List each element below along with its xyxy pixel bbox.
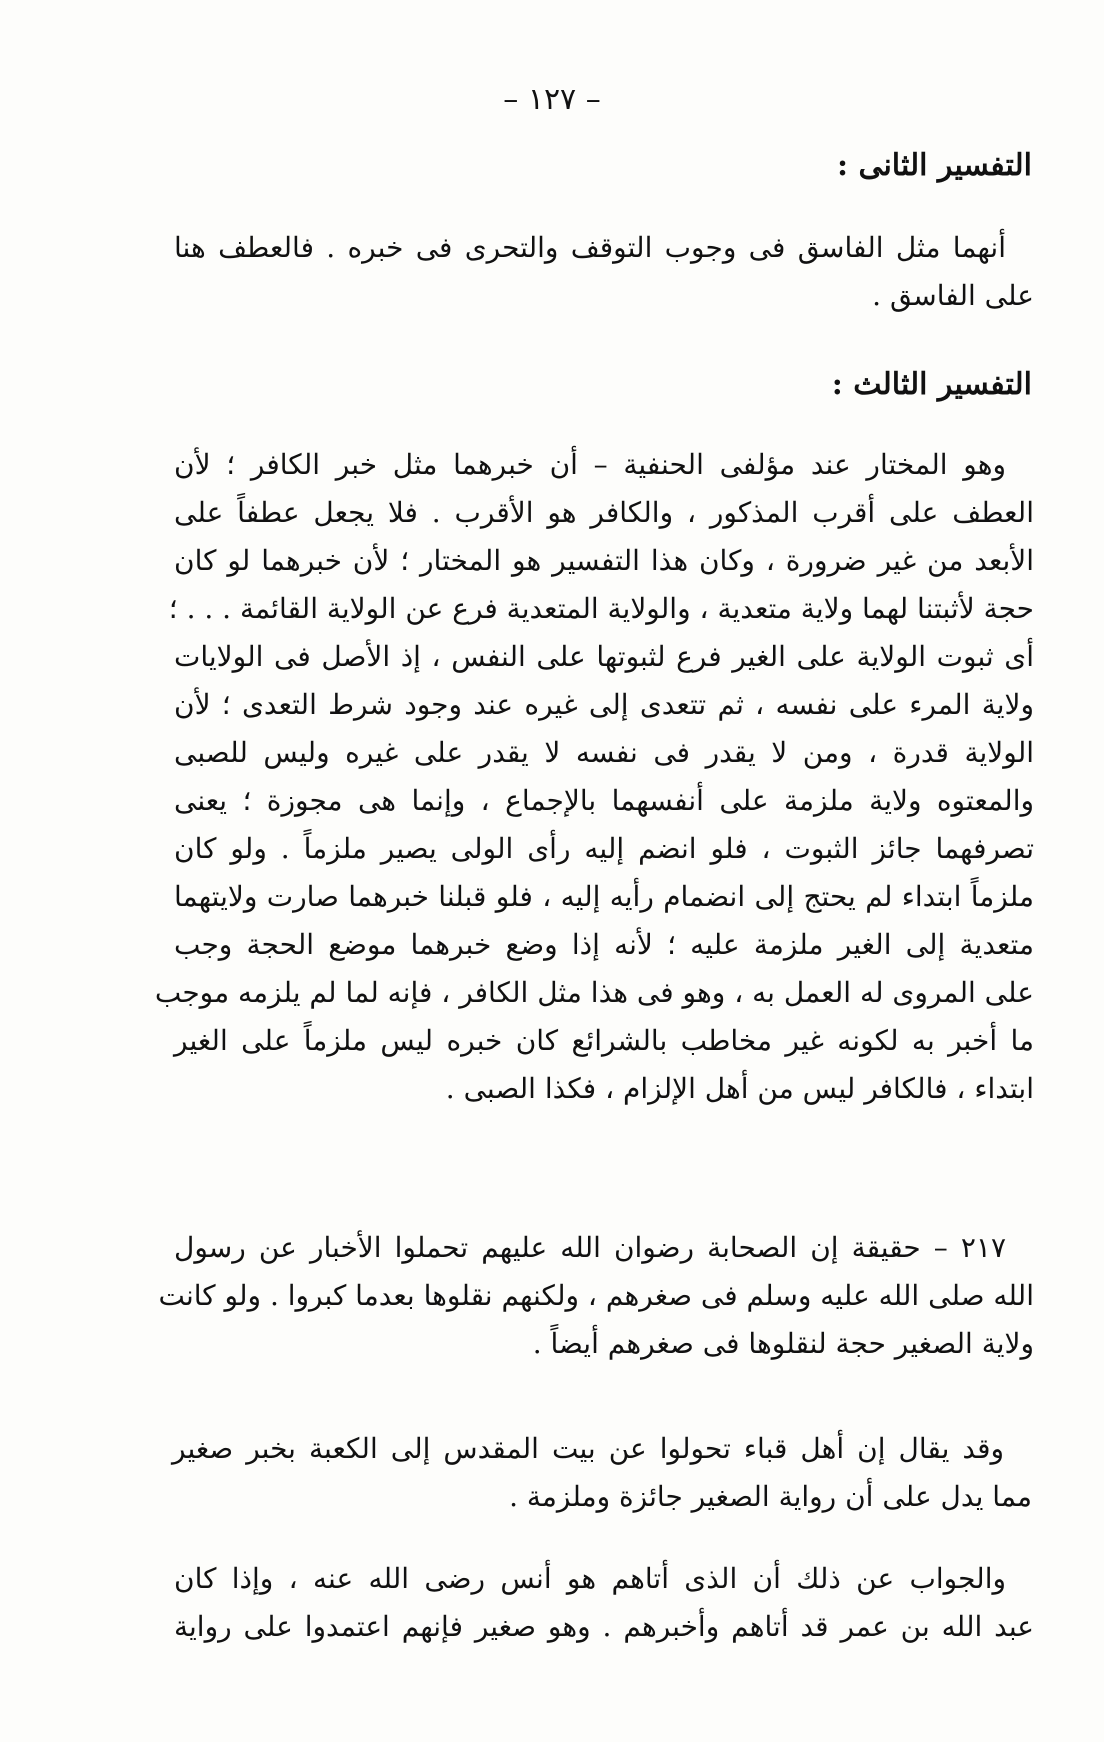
paragraph-third-interpretation bbox=[154, 441, 1035, 1113]
paragraph-answer bbox=[174, 1555, 1034, 1651]
text-line: ٢١٧ – حقيقة إن الصحابة رضوان الله عليهم تحملوا الأخبار عن رسول bbox=[174, 1231, 1006, 1264]
paragraph-second-interpretation bbox=[174, 224, 1034, 320]
text-line: الأبعد من غير ضرورة ، وكان هذا التفسير هو المختار ؛ لأن خبرهما لو كان bbox=[174, 544, 1035, 577]
paragraph-217 bbox=[158, 1224, 1034, 1368]
paragraph-quba bbox=[172, 1425, 1032, 1521]
text-line: ولاية المرء على نفسه ، ثم تتعدى إلى غيره عند وجود شرط التعدى ؛ لأن bbox=[174, 688, 1034, 721]
text-line: مما يدل على أن رواية الصغير جائزة وملزمة . bbox=[509, 1480, 1032, 1513]
text-line: العطف على أقرب المذكور ، والكافر هو الأقرب . فلا يجعل عطفاً على bbox=[174, 496, 1034, 529]
heading-third-interpretation: التفسير الثالث : bbox=[831, 367, 1032, 402]
text-line: الولاية قدرة ، ومن لا يقدر فى نفسه لا يقدر على غيره وليس للصبى bbox=[174, 736, 1034, 769]
text-line: والجواب عن ذلك أن الذى أتاهم هو أنس رضى الله عنه ، وإذا كان bbox=[174, 1562, 1006, 1595]
heading-second-interpretation: التفسير الثانى : bbox=[836, 148, 1032, 183]
text-line: على الفاسق . bbox=[872, 279, 1034, 312]
text-line: أنهما مثل الفاسق فى وجوب التوقف والتحرى فى خبره . فالعطف هنا bbox=[174, 231, 1006, 264]
text-line: أى ثبوت الولاية على الغير فرع لثبوتها على النفس ، إذ الأصل فى الولايات bbox=[174, 640, 1034, 673]
text-line: والمعتوه ولاية ملزمة على أنفسهما بالإجماع ، وإنما هى مجوزة ؛ يعنى bbox=[174, 784, 1034, 817]
text-line: ولاية الصغير حجة لنقلوها فى صغرهم أيضاً . bbox=[532, 1327, 1034, 1360]
text-line: متعدية إلى الغير ملزمة عليه ؛ لأنه إذا وضع خبرهما موضع الحجة وجب bbox=[174, 928, 1034, 961]
text-line: ما أخبر به لكونه غير مخاطب بالشرائع كان خبره ليس ملزماً على الغير bbox=[174, 1024, 1034, 1057]
text-line: حجة لأثبتنا لهما ولاية متعدية ، والولاية المتعدية فرع عن الولاية القائمة . . . ؛ bbox=[168, 592, 1034, 625]
text-line: على المروى له العمل به ، وهو فى هذا مثل الكافر ، فإنه لما لم يلزمه موجب bbox=[154, 976, 1034, 1009]
text-line: الله صلى الله عليه وسلم فى صغرهم ، ولكنهم نقلوها بعدما كبروا . ولو كانت bbox=[158, 1279, 1034, 1312]
text-line: وهو المختار عند مؤلفى الحنفية – أن خبرهما مثل خبر الكافر ؛ لأن bbox=[174, 448, 1006, 481]
page-number: – ١٢٧ – bbox=[503, 82, 601, 117]
text-line: ملزماً ابتداء لم يحتج إلى انضمام رأيه إليه ، فلو قبلنا خبرهما صارت ولايتهما bbox=[174, 880, 1034, 913]
text-line: وقد يقال إن أهل قباء تحولوا عن بيت المقدس إلى الكعبة بخبر صغير bbox=[172, 1432, 1004, 1465]
text-line: تصرفهما جائز الثبوت ، فلو انضم إليه رأى الولى يصير ملزماً . ولو كان bbox=[174, 832, 1034, 865]
text-line: ابتداء ، فالكافر ليس من أهل الإلزام ، فكذا الصبى . bbox=[445, 1072, 1034, 1105]
text-line: عبد الله بن عمر قد أتاهم وأخبرهم . وهو صغير فإنهم اعتمدوا على رواية bbox=[174, 1610, 1034, 1643]
